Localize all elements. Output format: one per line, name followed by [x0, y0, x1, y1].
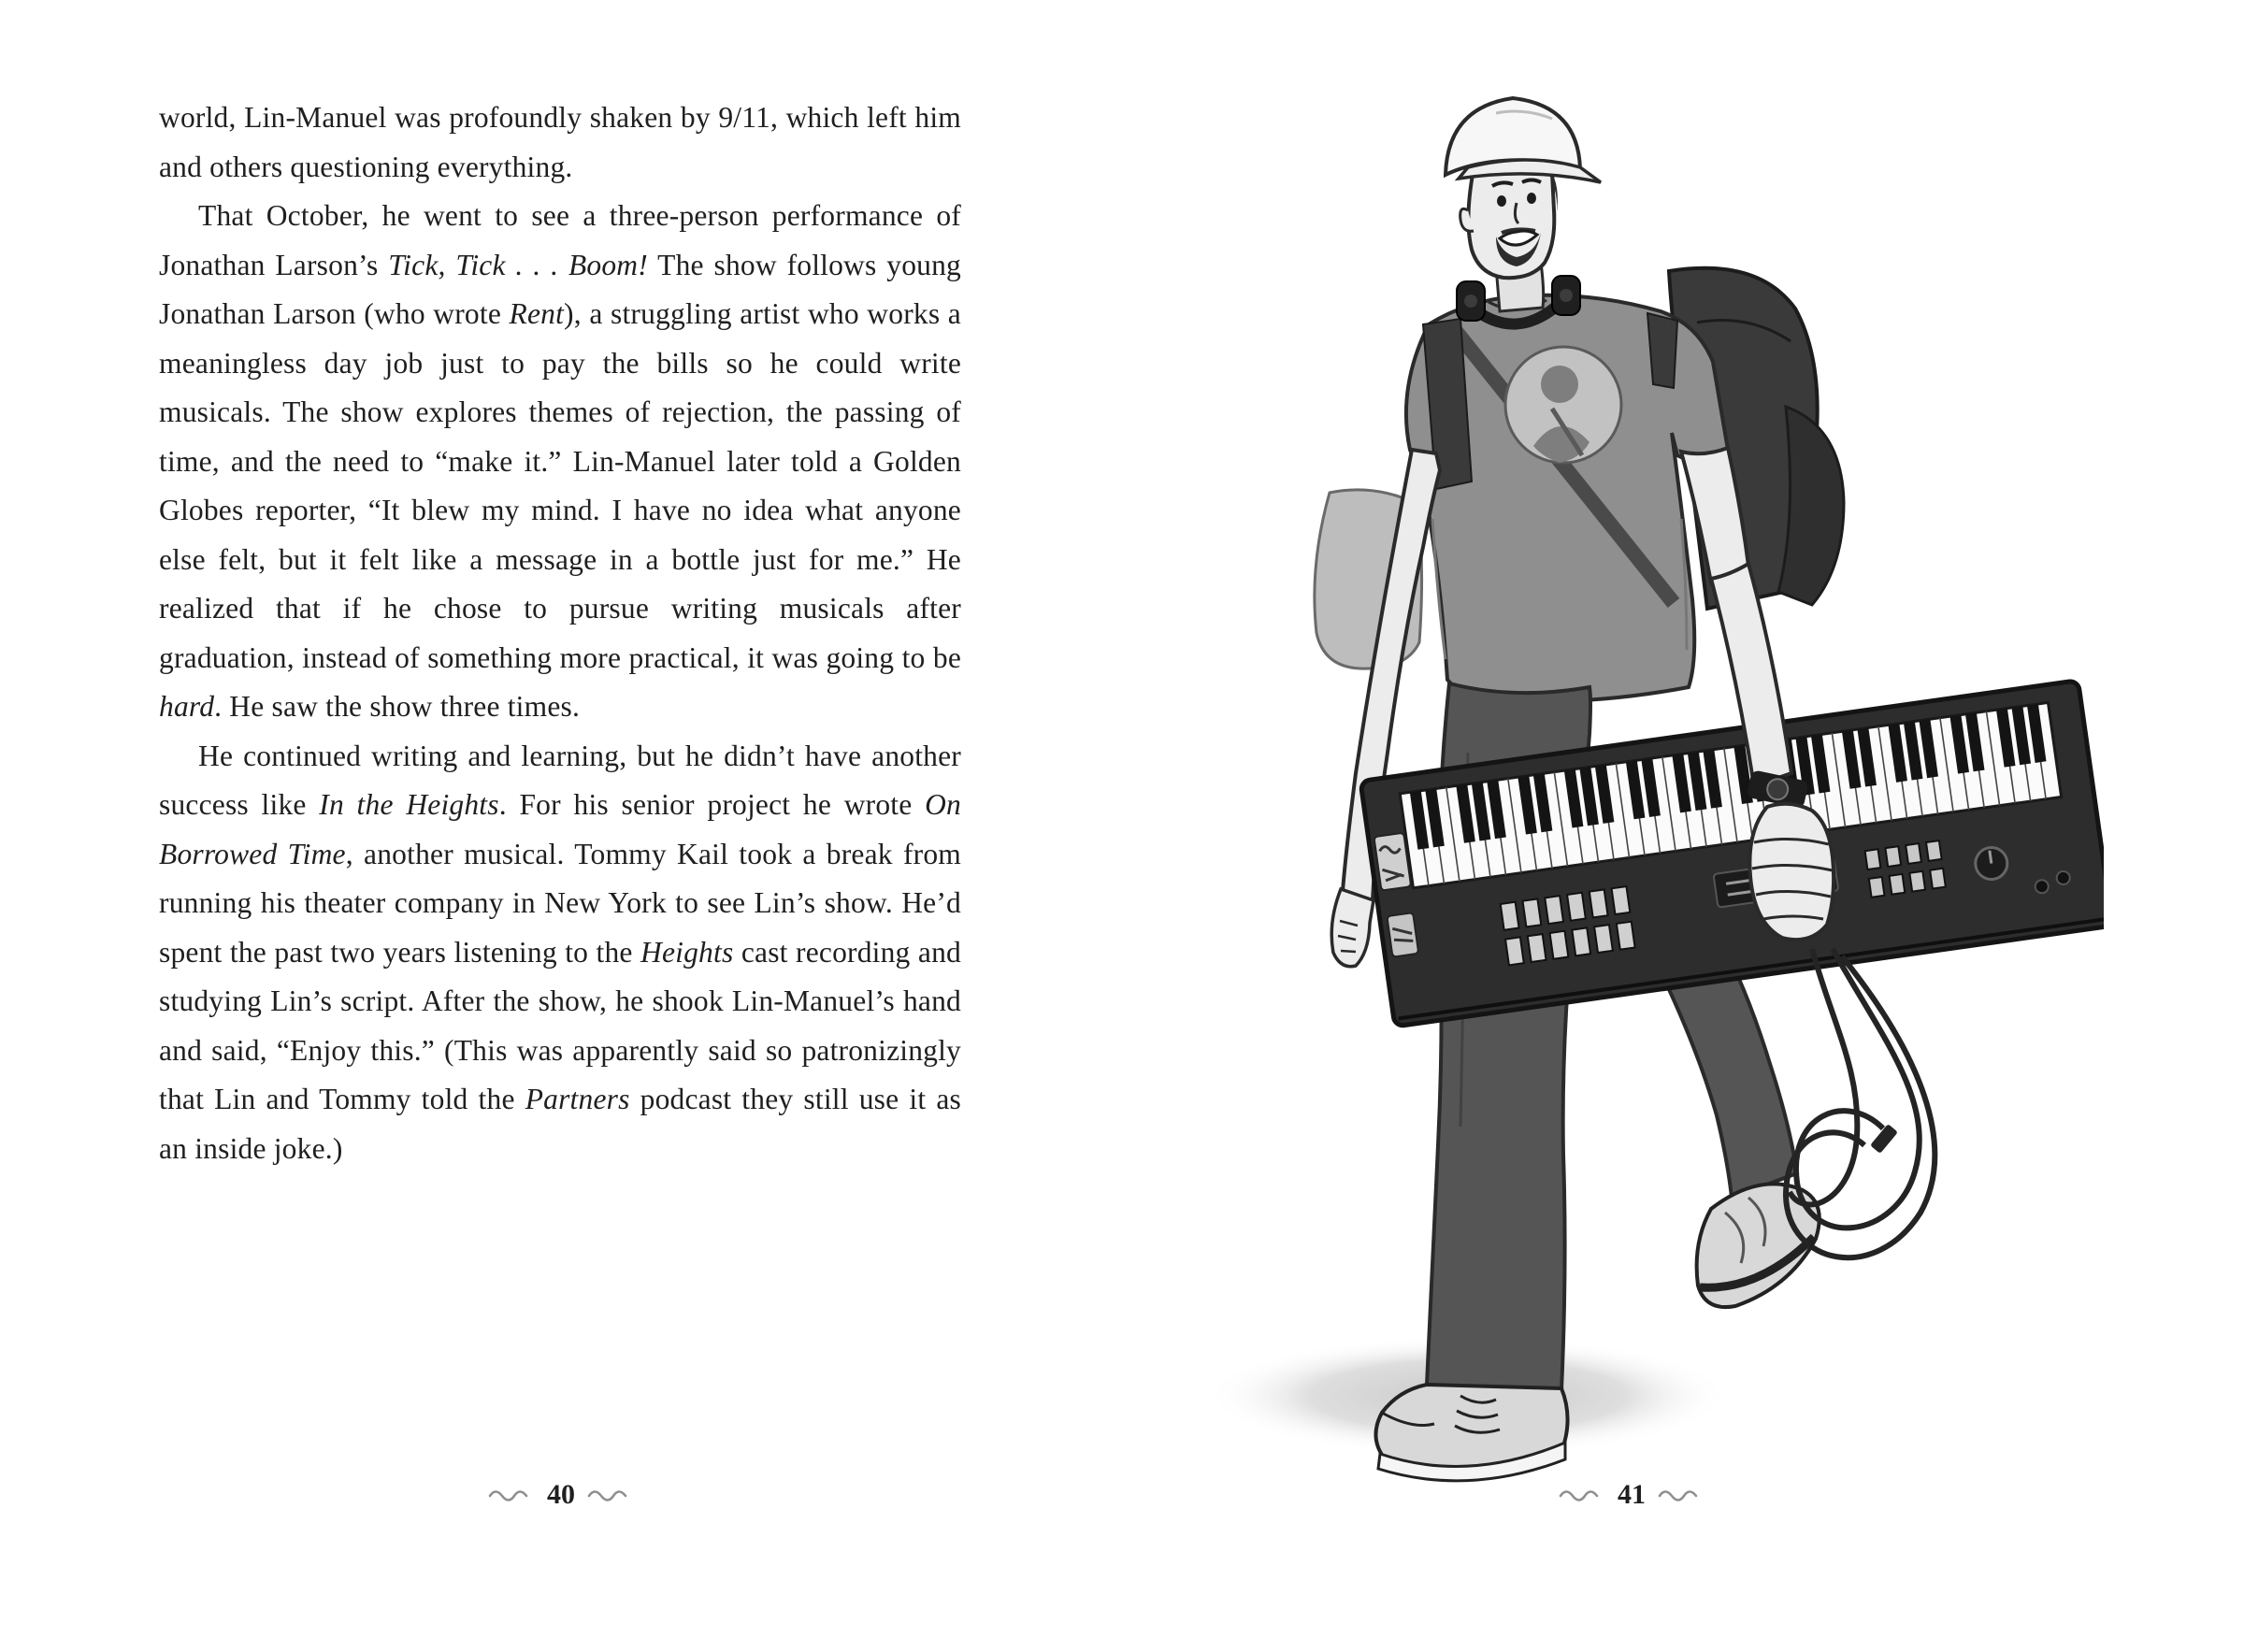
flat-cap: [1446, 98, 1601, 182]
tshirt-graphic: [1505, 347, 1621, 463]
cables: [1786, 949, 1935, 1257]
front-shoe: [1375, 1385, 1567, 1481]
footer-squiggle-icon: [1558, 1487, 1606, 1502]
jack: [2035, 879, 2050, 894]
left-page-footer: [487, 1479, 635, 1511]
paragraph: world, Lin-Manuel was profoundly shaken by 9/11, which left him and others questioning everything.: [159, 101, 961, 183]
right-page-footer: [1558, 1479, 1705, 1511]
cable-plug: [1870, 1124, 1898, 1154]
eye: [1497, 195, 1506, 207]
left-page-number: 40: [547, 1479, 575, 1510]
eye: [1527, 193, 1536, 204]
footer-squiggle-icon: [586, 1487, 635, 1502]
footer-squiggle-icon: [487, 1487, 536, 1502]
footer-squiggle-icon: [1657, 1487, 1705, 1502]
right-page-number: 41: [1618, 1479, 1646, 1510]
lin-manuel-illustration: [1187, 79, 2104, 1501]
paragraph: That October, he went to see a three-person performance of Jonathan Larson’s Tick, Tick . . . Boom! The show follows young Jonathan Larson (who wrote Rent), a struggling artist who works a meaningless day job just to pay the bills so he could write musicals. The show explores themes of rejection, the passing of time, and the need to “make it.” Lin-Manuel later told a Golden Globes reporter, “It blew my mind. I have no idea what anyone else felt, but it felt like a message in a bottle just for me.” He realized that if he chose to pursue writing musicals after graduation, instead of something more practical, it was going to be hard. He saw the show three times.: [159, 199, 961, 723]
paragraph: He continued writing and learning, but he didn’t have another success like In the Heights. For his senior project he wrote On Borrowed Time, another musical. Tommy Kail took a break from running his theater company in New York to see Lin’s show. He’d spent the past two years listening to the Heights cast recording and studying Lin’s script. After the show, he shook Lin-Manuel’s hand and said, “Enjoy this.” (This was apparently said so patronizingly that Lin and Tommy told the Partners podcast they still use it as an inside joke.): [159, 739, 962, 1165]
jack: [2056, 870, 2071, 885]
left-page-text: [159, 93, 961, 1173]
